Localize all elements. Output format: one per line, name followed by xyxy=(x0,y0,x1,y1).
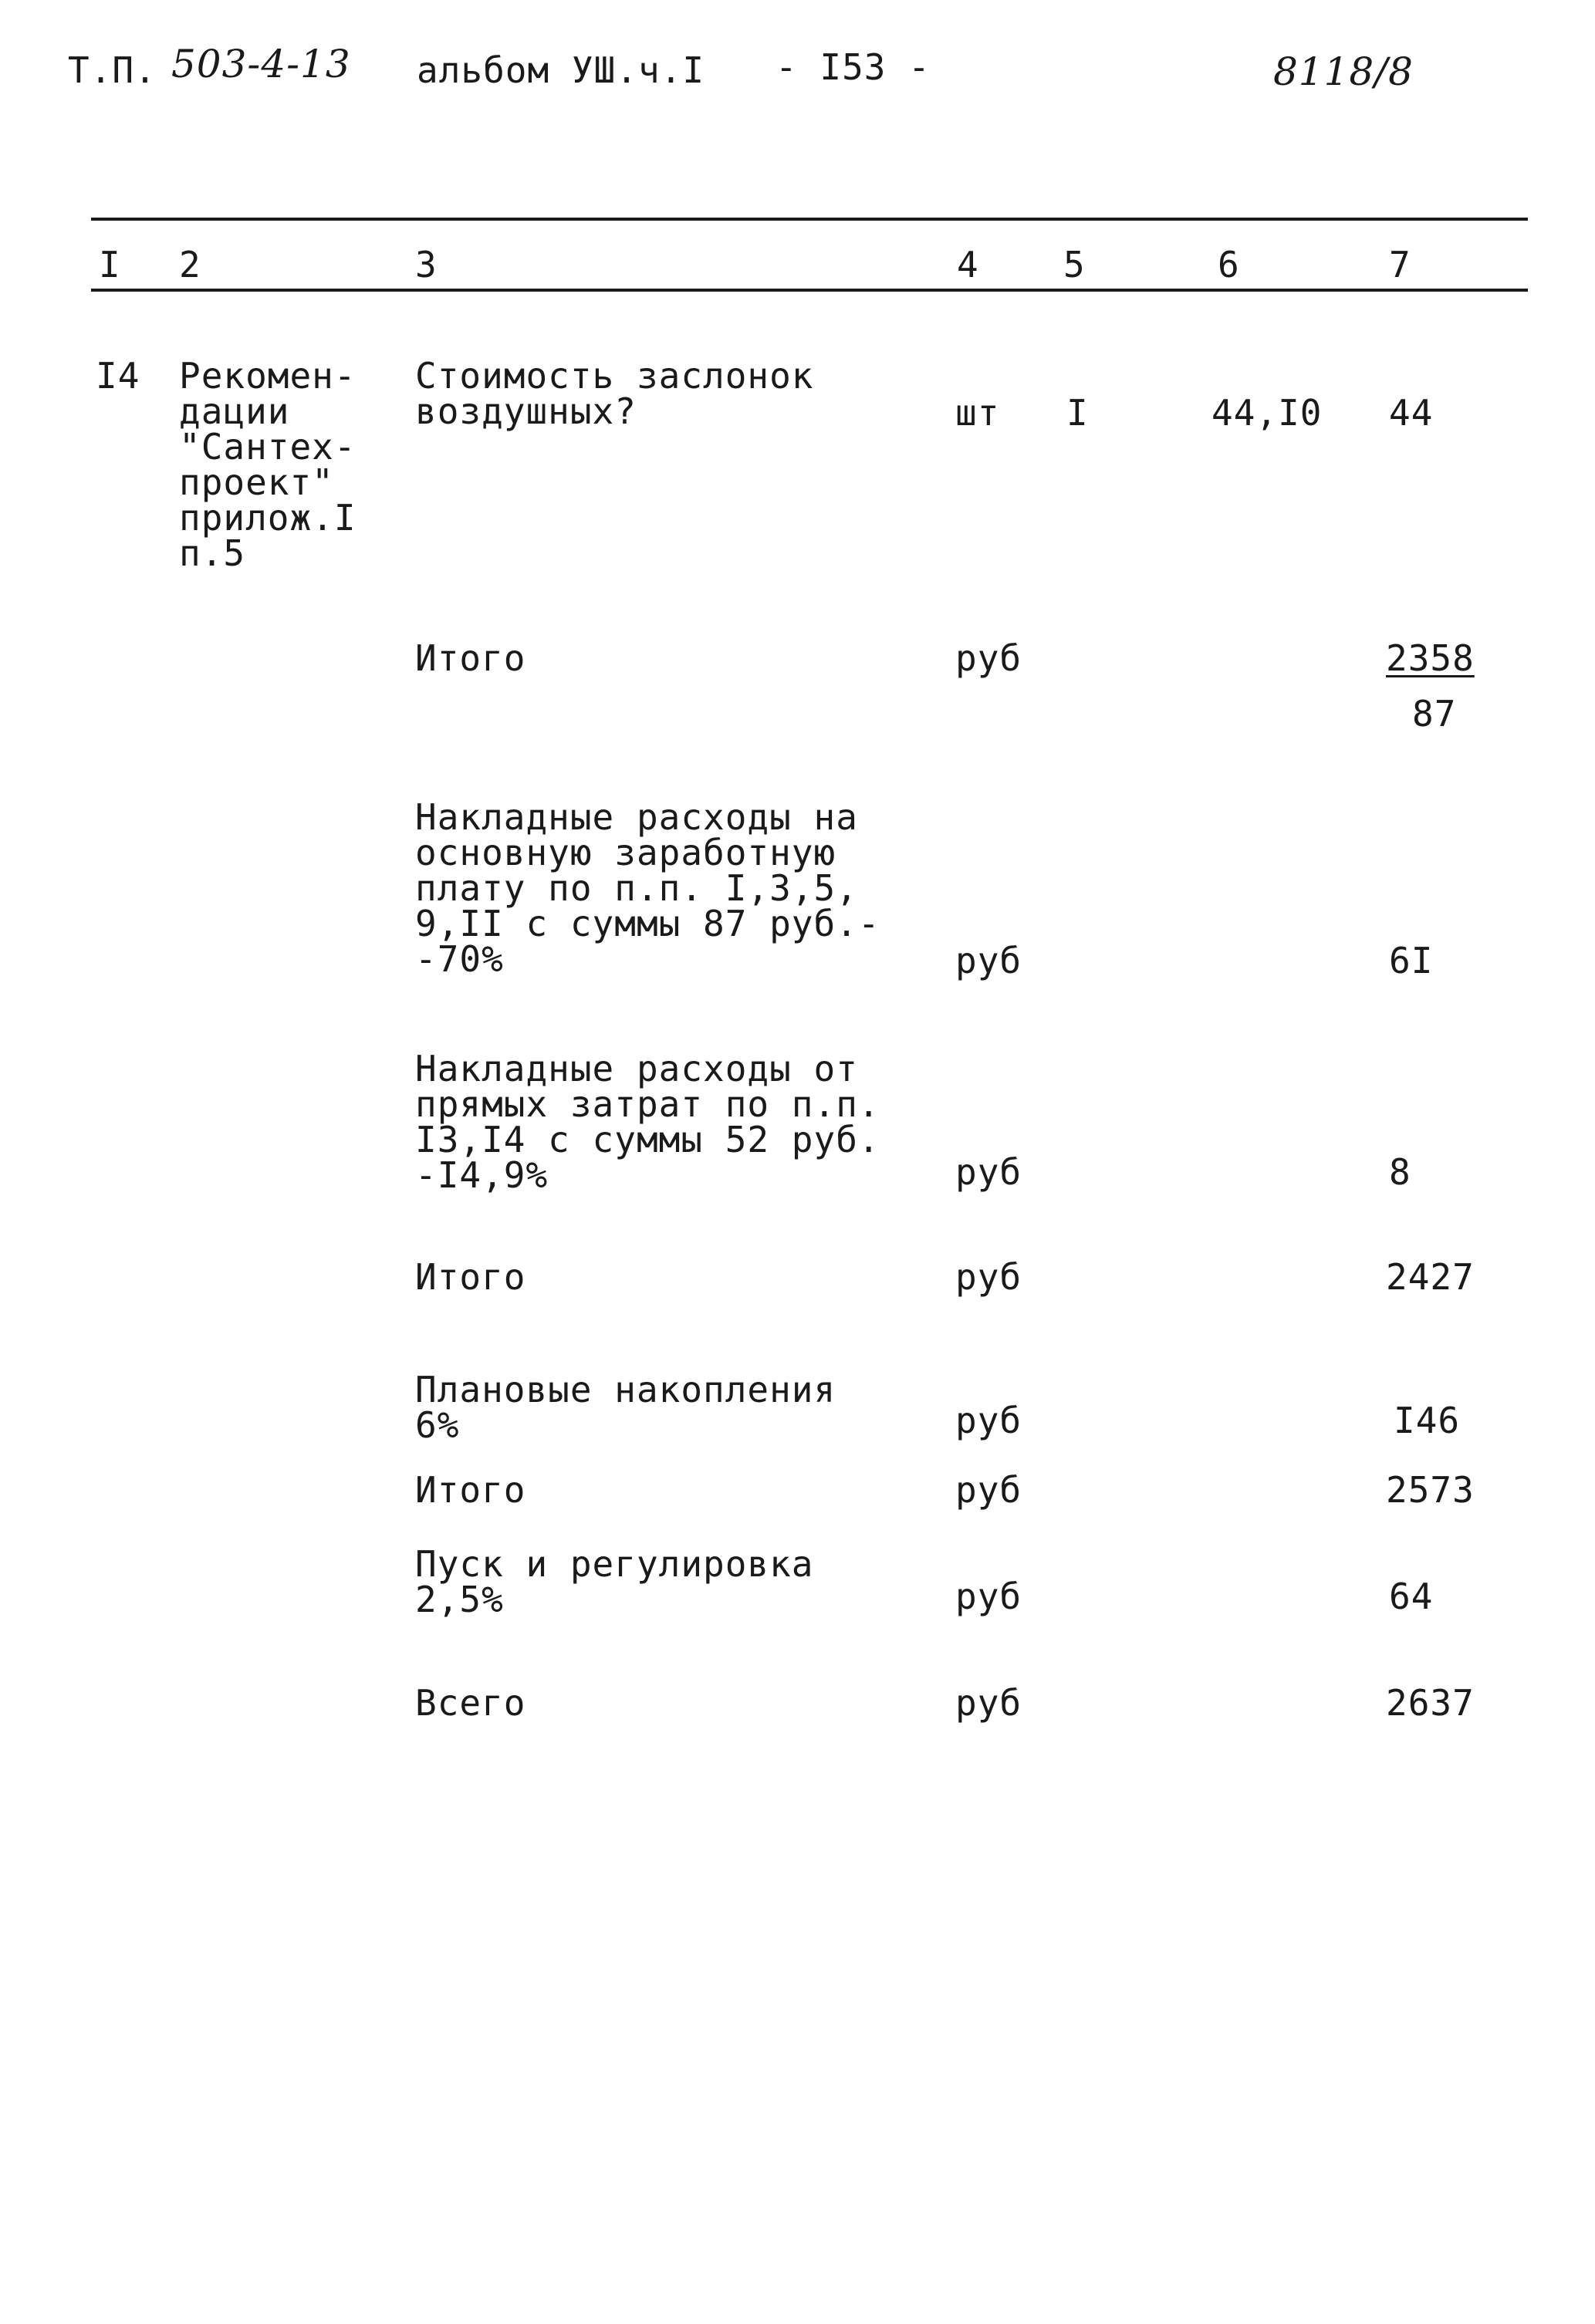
summary-value: 8 xyxy=(1389,1151,1411,1193)
summary-value: 2637 xyxy=(1386,1682,1475,1724)
summary-unit: руб xyxy=(955,940,1022,981)
table-header-rule xyxy=(91,289,1528,292)
column-header-5: 5 xyxy=(1063,244,1086,285)
summary-unit: руб xyxy=(955,1469,1022,1511)
summary-label xyxy=(415,1369,836,1446)
project-number: 503-4-13 xyxy=(171,42,351,86)
entry-description-line: воздушных? xyxy=(415,390,637,432)
entry-source-line: п.5 xyxy=(179,532,246,574)
summary-label xyxy=(415,1543,814,1620)
summary-unit: руб xyxy=(955,1576,1022,1617)
column-header-2: 2 xyxy=(179,244,201,285)
column-header-6: 6 xyxy=(1218,244,1240,285)
summary-label-line: Итого xyxy=(415,637,526,679)
column-header-3: 3 xyxy=(415,244,438,285)
page-number: - I53 - xyxy=(776,46,931,88)
summary-value-secondary: 87 xyxy=(1412,693,1457,735)
entry-number: I4 xyxy=(96,355,140,397)
summary-value: I46 xyxy=(1394,1400,1461,1441)
summary-unit: руб xyxy=(955,1256,1022,1298)
summary-value: 64 xyxy=(1389,1576,1434,1617)
summary-label-line: 2,5% xyxy=(415,1579,504,1620)
summary-label-line: Накладные расходы от xyxy=(415,1048,858,1089)
summary-label xyxy=(415,637,526,679)
table-top-rule xyxy=(91,218,1528,221)
summary-label-line: Пуск и регулировка xyxy=(415,1543,814,1585)
summary-label xyxy=(415,1048,880,1196)
summary-value: 2427 xyxy=(1386,1256,1475,1298)
summary-label xyxy=(415,1682,526,1724)
summary-label-line: I3,I4 с суммы 52 руб. xyxy=(415,1119,880,1160)
header-prefix: Т.П. xyxy=(68,49,157,91)
entry-source-line: проект" xyxy=(179,461,334,503)
summary-label-line: Всего xyxy=(415,1682,526,1724)
summary-value: 6I xyxy=(1389,940,1434,981)
summary-label-line: 6% xyxy=(415,1404,460,1446)
summary-unit: руб xyxy=(955,1682,1022,1724)
summary-unit: руб xyxy=(955,637,1022,679)
entry-source xyxy=(179,355,357,574)
summary-label-line: -I4,9% xyxy=(415,1154,549,1196)
summary-label-line: Плановые накопления xyxy=(415,1369,836,1410)
summary-unit: руб xyxy=(955,1151,1022,1193)
entry-description xyxy=(415,355,814,432)
column-header-7: 7 xyxy=(1389,244,1411,285)
summary-label-line: Итого xyxy=(415,1469,526,1511)
album-label: альбом УШ.ч.I xyxy=(417,49,705,91)
column-header-4: 4 xyxy=(957,244,979,285)
summary-label-line: плату по п.п. I,3,5, xyxy=(415,867,858,909)
summary-label xyxy=(415,1469,526,1511)
entry-quantity: I xyxy=(1066,392,1089,434)
summary-label-line: Накладные расходы на xyxy=(415,796,858,838)
entry-total: 44 xyxy=(1389,392,1434,434)
summary-label-line: основную заработную xyxy=(415,832,836,873)
summary-label xyxy=(415,1256,526,1298)
summary-value: 2573 xyxy=(1386,1469,1475,1511)
document-code: 8118/8 xyxy=(1273,49,1414,94)
entry-source-line: Рекомен- xyxy=(179,355,357,397)
entry-price: 44,I0 xyxy=(1211,392,1323,434)
entry-description-line: Стоимость заслонок xyxy=(415,355,814,397)
entry-unit: шт xyxy=(955,392,1000,434)
entry-source-line: прилож.I xyxy=(179,497,357,539)
entry-source-line: "Сантех- xyxy=(179,426,357,468)
summary-value: 2358 xyxy=(1386,637,1475,679)
summary-label-line: Итого xyxy=(415,1256,526,1298)
summary-unit: руб xyxy=(955,1400,1022,1441)
column-header-1: I xyxy=(99,244,121,285)
summary-label-line: прямых затрат по п.п. xyxy=(415,1083,880,1125)
summary-label xyxy=(415,796,880,980)
entry-source-line: дации xyxy=(179,390,290,432)
summary-label-line: -70% xyxy=(415,938,504,980)
summary-label-line: 9,II с суммы 87 руб.- xyxy=(415,903,880,944)
